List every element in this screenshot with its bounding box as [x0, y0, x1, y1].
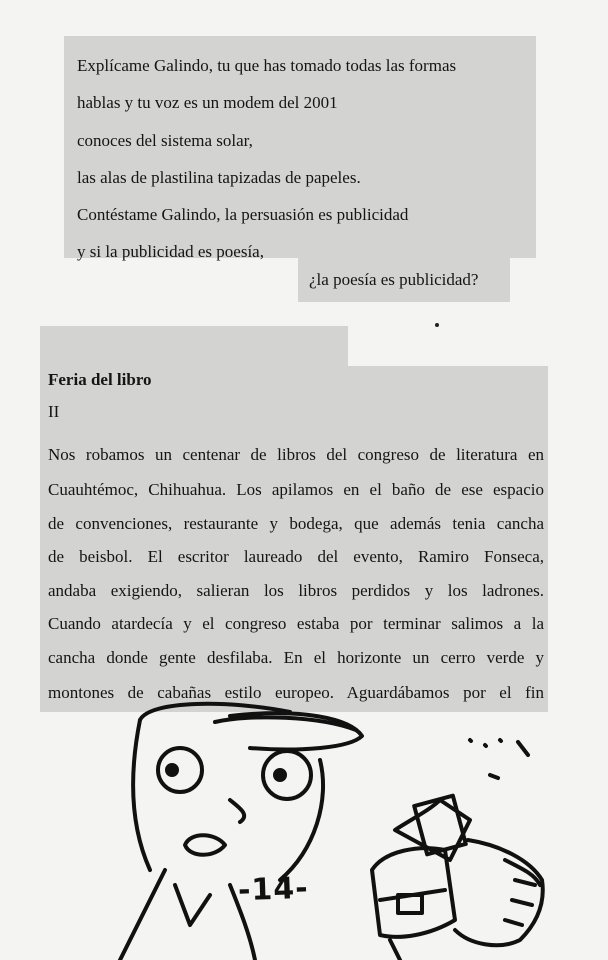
- prose-line: Cuauhtémoc, Chihuahua. Los apilamos en el baño de ese espacio: [48, 480, 544, 499]
- poem-line: Explícame Galindo, tu que has tomado todas las formas: [77, 56, 457, 75]
- poem-line: las alas de plastilina tapizadas de papeles.: [77, 168, 361, 187]
- section-number: II: [48, 402, 60, 421]
- prose-line: Nos robamos un centenar de libros del congreso de literatura en: [48, 445, 544, 464]
- hand-with-books-illustration: [372, 796, 543, 960]
- poem-line: Contéstame Galindo, la persuasión es publicidad: [77, 205, 409, 224]
- poem-line: y si la publicidad es poesía,: [77, 242, 264, 261]
- prose-line: andaba exigiendo, salieran los libros perdidos y los ladrones.: [48, 581, 544, 600]
- motion-marks: [470, 740, 528, 778]
- page-number: -14-: [237, 870, 310, 909]
- prose-line: de convenciones, restaurante y bodega, que además tenia cancha: [48, 514, 544, 533]
- poem-line: conoces del sistema solar,: [77, 131, 253, 150]
- prose-line: de beisbol. El escritor laureado del evento, Ramiro Fonseca,: [48, 547, 544, 566]
- prose-line: Cuando atardecía y el congreso estaba por terminar salimos a la: [48, 614, 544, 633]
- poem-question: ¿la poesía es publicidad?: [309, 270, 479, 289]
- prose-line: cancha donde gente desfilaba. En el horizonte un cerro verde y: [48, 648, 544, 667]
- poem-line: hablas y tu voz es un modem del 2001: [77, 93, 338, 112]
- section-title: Feria del libro: [48, 370, 152, 389]
- prose-line: montones de cabañas estilo europeo. Aguardábamos por el fin: [48, 683, 544, 702]
- character-illustration: [120, 704, 362, 960]
